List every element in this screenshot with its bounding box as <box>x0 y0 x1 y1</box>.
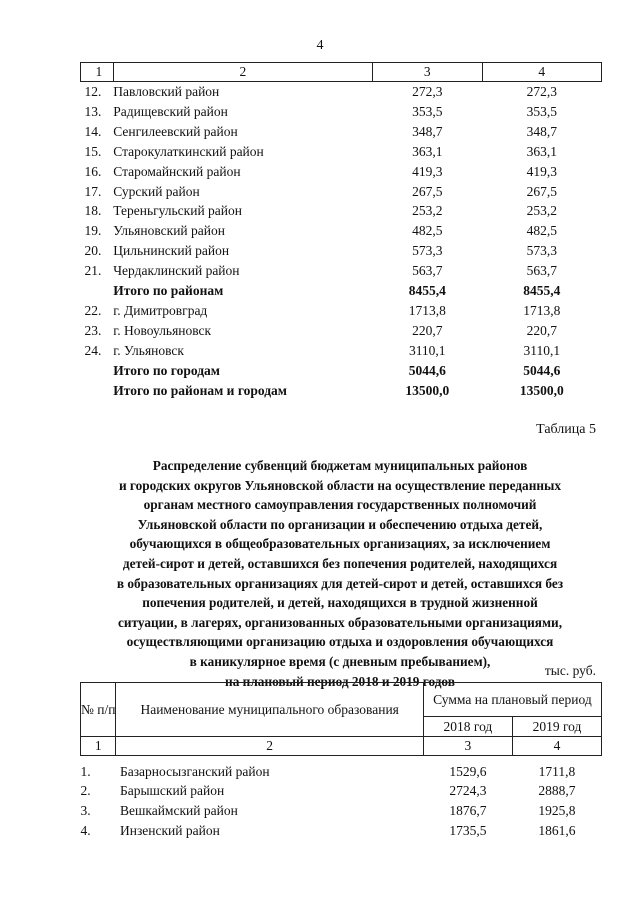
row-number: 4. <box>80 823 91 839</box>
district-name: Чердаклинский район <box>113 263 240 279</box>
value-col3: 8455,4 <box>408 283 446 299</box>
table-row <box>81 102 602 122</box>
row-number <box>81 381 114 401</box>
value-col3: 1713,8 <box>408 302 446 318</box>
column-number: 3 <box>372 63 482 82</box>
district-name: Радищевский район <box>113 103 228 119</box>
row-number: 18. <box>84 203 102 219</box>
value-col3: 13500,0 <box>405 382 450 398</box>
column-number: 4 <box>512 737 601 756</box>
value-col3: 482,5 <box>412 223 443 239</box>
table-row <box>81 241 602 261</box>
value-col4: 272,3 <box>526 84 557 99</box>
row-number: 23. <box>84 322 102 338</box>
row-number: 1. <box>80 763 91 779</box>
table-header-row <box>81 683 602 717</box>
value-2019: 2888,7 <box>538 783 576 799</box>
table-row <box>81 321 602 341</box>
value-col4: 1713,8 <box>523 302 561 318</box>
value-col4: 267,5 <box>526 183 557 199</box>
title-line: на плановый период 2018 и 2019 годов <box>225 673 455 689</box>
row-number: 16. <box>84 163 102 179</box>
value-col3: 272,3 <box>412 84 443 99</box>
district-name: Итого по городам <box>113 362 220 378</box>
column-number: 2 <box>113 63 372 82</box>
row-number: 21. <box>84 263 102 279</box>
table-row <box>81 142 602 162</box>
table-5-label: Таблица 5 <box>536 422 596 437</box>
value-col4: 13500,0 <box>519 382 564 398</box>
row-number: 24. <box>84 342 102 358</box>
table-row <box>81 162 602 182</box>
row-number: 15. <box>84 143 102 159</box>
value-2018: 1529,6 <box>449 763 487 779</box>
table-row <box>81 301 602 321</box>
district-name: Тереньгульский район <box>113 203 243 219</box>
value-col4: 353,5 <box>526 103 557 119</box>
district-name: Цильнинский район <box>113 243 230 259</box>
value-col4: 563,7 <box>526 263 557 279</box>
district-name: Базарносызганский район <box>119 763 270 779</box>
value-2018: 1876,7 <box>449 803 487 819</box>
value-col3: 363,1 <box>412 143 443 159</box>
table-row <box>81 781 602 801</box>
column-header-sum: Сумма на плановый период <box>423 683 601 717</box>
row-number: 17. <box>84 183 102 199</box>
value-col4: 3110,1 <box>523 342 561 358</box>
value-col3: 353,5 <box>412 103 443 119</box>
row-number: 14. <box>84 123 102 139</box>
column-number: 3 <box>423 737 512 756</box>
row-number: 13. <box>84 103 102 119</box>
title-line: Распределение субвенций бюджетам муниципальных районов <box>152 458 528 473</box>
value-2019: 1711,8 <box>538 763 576 779</box>
row-number <box>81 281 114 301</box>
column-number: 1 <box>81 737 116 756</box>
table-row <box>81 221 602 241</box>
title-line: ситуации, в лагерях, организованных образовательными организациями, <box>117 614 563 630</box>
table-row <box>81 261 602 281</box>
value-col3: 348,7 <box>412 123 443 139</box>
table-row <box>81 821 602 841</box>
value-col3: 573,3 <box>412 243 443 259</box>
value-col4: 253,2 <box>526 203 557 219</box>
value-col4: 5044,6 <box>523 362 561 378</box>
table-row <box>81 762 602 782</box>
table-5-title <box>70 456 610 691</box>
title-line: попечения родителей, и детей, находящихся в трудной жизненной <box>142 595 538 611</box>
column-number: 4 <box>482 63 601 82</box>
value-col3: 563,7 <box>412 263 443 279</box>
unit-label: тыс. руб. <box>544 663 596 678</box>
row-number <box>81 361 114 381</box>
column-header-2018: 2018 год <box>423 717 512 737</box>
row-number: 22. <box>84 302 102 318</box>
value-col3: 267,5 <box>412 183 443 199</box>
district-name: г. Новоульяновск <box>113 322 212 338</box>
district-name: Павловский район <box>113 84 220 99</box>
table-row <box>81 122 602 142</box>
total-row <box>81 281 602 301</box>
column-header-2019: 2019 год <box>512 717 601 737</box>
value-col3: 5044,6 <box>408 362 446 378</box>
title-line: и городских округов Ульяновской области на осуществление переданных <box>118 477 562 493</box>
column-number-row <box>81 63 602 82</box>
district-name: Сурский район <box>113 183 200 199</box>
column-header-number: № п/п <box>81 683 116 737</box>
district-name: г. Димитровград <box>113 302 208 318</box>
value-2018: 1735,5 <box>449 823 487 839</box>
title-line: органам местного самоуправления государственных полномочий <box>143 497 537 513</box>
value-2019: 1925,8 <box>538 803 576 819</box>
district-name: Старокулаткинский район <box>113 143 264 159</box>
title-line: осуществляющими организацию отдыха и оздоровления обучающихся <box>126 634 554 650</box>
district-name: Барышский район <box>119 783 225 799</box>
column-number: 2 <box>116 737 423 756</box>
row-number: 12. <box>84 84 102 99</box>
district-name: Инзенский район <box>119 823 220 839</box>
district-name: Итого по районам <box>113 283 224 299</box>
value-col4: 419,3 <box>526 163 557 179</box>
table-row <box>81 82 602 102</box>
title-line: обучающихся в общеобразовательных организациях, за исключением <box>129 536 551 552</box>
title-line: Ульяновской области по организации и обеспечению отдыха детей, <box>137 516 543 532</box>
column-header-name: Наименование муниципального образования <box>116 683 423 737</box>
column-number: 1 <box>81 63 114 82</box>
table-4-continued <box>80 62 602 401</box>
title-line: в каникулярное время (с дневным пребыванием), <box>189 653 491 669</box>
row-number: 20. <box>84 243 102 259</box>
value-col4: 363,1 <box>526 143 557 159</box>
value-col4: 8455,4 <box>523 283 561 299</box>
column-number-row <box>81 737 602 756</box>
district-name: Вешкаймский район <box>119 803 238 819</box>
row-number: 19. <box>84 223 102 239</box>
table-row <box>81 341 602 361</box>
district-name: г. Ульяновск <box>113 342 184 358</box>
table-row <box>81 182 602 202</box>
table-row <box>81 801 602 821</box>
value-col3: 220,7 <box>412 322 443 338</box>
table-row <box>81 201 602 221</box>
value-col4: 220,7 <box>526 322 557 338</box>
value-col3: 253,2 <box>412 203 443 219</box>
row-number: 2. <box>80 783 91 799</box>
district-name: Ульяновский район <box>113 223 225 239</box>
value-col4: 573,3 <box>526 243 557 259</box>
district-name: Старомайнский район <box>113 163 241 179</box>
table-5 <box>80 682 602 841</box>
value-col4: 482,5 <box>526 223 557 239</box>
page-number: 4 <box>316 38 324 53</box>
total-row <box>81 381 602 401</box>
value-2019: 1861,6 <box>538 823 576 839</box>
district-name: Итого по районам и городам <box>113 382 288 398</box>
row-number: 3. <box>80 803 91 819</box>
value-col3: 3110,1 <box>408 342 446 358</box>
value-col4: 348,7 <box>526 123 557 139</box>
value-col3: 419,3 <box>412 163 443 179</box>
value-2018: 2724,3 <box>449 783 487 799</box>
title-line: в образовательных организациях для детей-сирот и детей, оставшихся без <box>116 575 564 591</box>
district-name: Сенгилеевский район <box>113 123 238 139</box>
total-row <box>81 361 602 381</box>
title-line: детей-сирот и детей, оставшихся без попечения родителей, находящихся <box>122 555 558 571</box>
